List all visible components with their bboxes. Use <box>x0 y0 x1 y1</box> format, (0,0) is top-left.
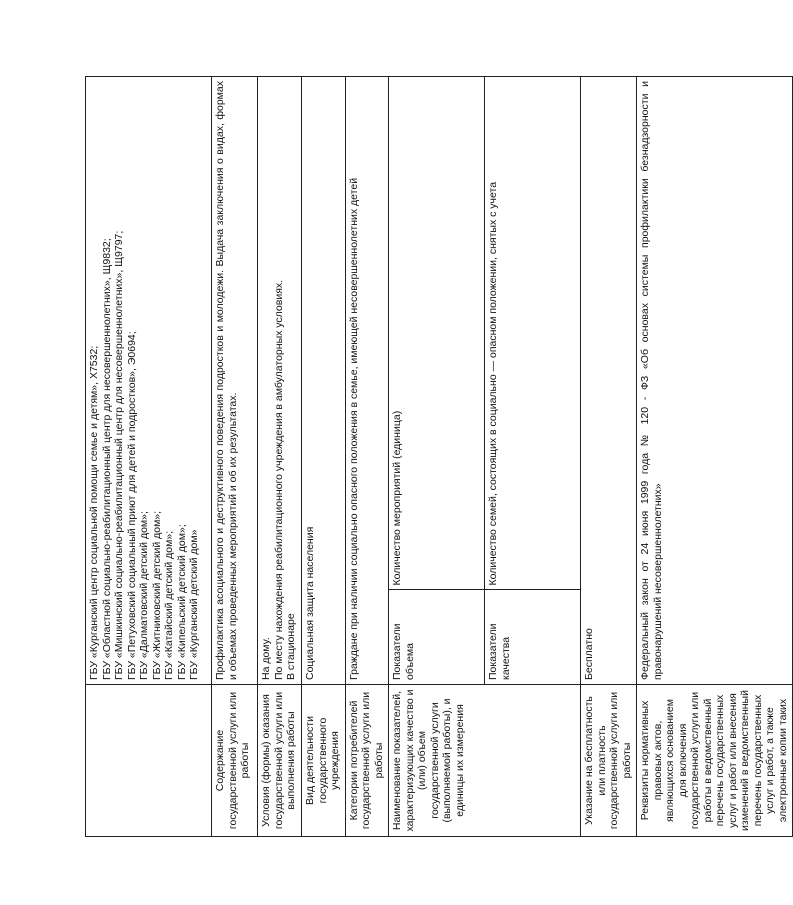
activity-label: Вид деятельности государственного учреждения <box>302 685 346 837</box>
payment-label: Указание на бесплатность или платность государственной услуги или работы <box>581 685 637 837</box>
conditions-row <box>258 77 302 837</box>
legal-value: Федеральный закон от 24 июня 1999 года № 120 - ФЗ «Об основах системы профилактики безнадзорности и правонарушений несовершеннолетних» <box>637 77 793 685</box>
content-label: Содержание государственной услуги или работы <box>212 685 258 837</box>
content-value: Профилактика асоциального и деструктивного поведения подростков и молодежи. Выдача заключения о видах, формах и объемах проведенных мероприятий и об их результатах. <box>212 77 258 685</box>
institution-item: ГБУ «Житниковский детский дом»; <box>150 510 163 680</box>
activity-row <box>302 77 346 837</box>
quality-value: Количество семей, состоящих в социально — опасном положении, снятых с учета <box>485 77 581 590</box>
activity-value: Социальная защита населения <box>302 77 346 685</box>
indicators-cell <box>389 77 581 685</box>
services-table <box>85 76 793 837</box>
institutions-row <box>86 77 212 837</box>
institution-item: ГБУ «Мишкинский социально-реабилитационный центр для несовершеннолетних», Щ9797; <box>113 230 125 680</box>
volume-label: Показатели объема <box>389 590 485 684</box>
quality-label: Показатели качества <box>485 590 581 684</box>
payment-value: Бесплатно <box>581 77 637 685</box>
conditions-cell <box>258 77 302 685</box>
quality-row <box>485 77 581 684</box>
institution-item: ГБУ «Далматовский детский дом»; <box>138 511 150 680</box>
legal-row <box>637 77 793 837</box>
legal-label: Реквизиты нормативных правовых актов, являющихся основанием для включения государственной услуги или работы в ведомственный перечень государственных услуг и работ или внесения изменений в ведомственный перечень государственных услуг и работ, а также электронные копии таких <box>637 685 793 837</box>
category-value: Граждане при наличии социально опасного положения в семье, имеющей несовершеннолетних детей <box>345 77 389 685</box>
volume-row <box>389 77 485 684</box>
conditions-label: Условия (формы) оказания государственной услуги или выполнения работы <box>258 685 302 837</box>
category-label: Категории потребителей государственной услуги или работы <box>345 685 389 837</box>
condition-item: По месту нахождения реабилитационного учреждения в амбулаторных условиях. <box>272 279 285 680</box>
content-row <box>212 77 258 837</box>
category-row <box>345 77 389 837</box>
institution-item: ГБУ «Областной социально-реабилитационный центр для несовершеннолетних», Щ9832; <box>100 238 113 680</box>
indicators-subtable <box>389 77 580 684</box>
institutions-cell <box>86 77 212 685</box>
indicators-row <box>389 77 581 837</box>
rotated-document-page <box>85 77 789 837</box>
institution-item: ГБУ «Курганский центр социальной помощи семье и детям», Х7532; <box>88 345 100 680</box>
condition-item: В стационаре <box>285 613 297 680</box>
institution-item: ГБУ «Курганский детский дом» <box>188 529 200 680</box>
institutions-label-cell <box>86 685 212 837</box>
institution-item: ГБУ «Петуховский социальный приют для детей и подростков», Э0694; <box>125 331 138 680</box>
indicators-label: Наименование показателей, характеризующих качество и (или) объем государственной услуги (выполняемой работы), и единицы их измерения <box>389 685 581 837</box>
institution-item: ГБУ «Кипельский детский дом»; <box>175 524 188 680</box>
institution-item: ГБУ «Катайский детский дом»; <box>163 530 175 680</box>
payment-row <box>581 77 637 837</box>
volume-value: Количество мероприятий (единица) <box>389 77 485 590</box>
condition-item: На дому. <box>260 637 272 680</box>
